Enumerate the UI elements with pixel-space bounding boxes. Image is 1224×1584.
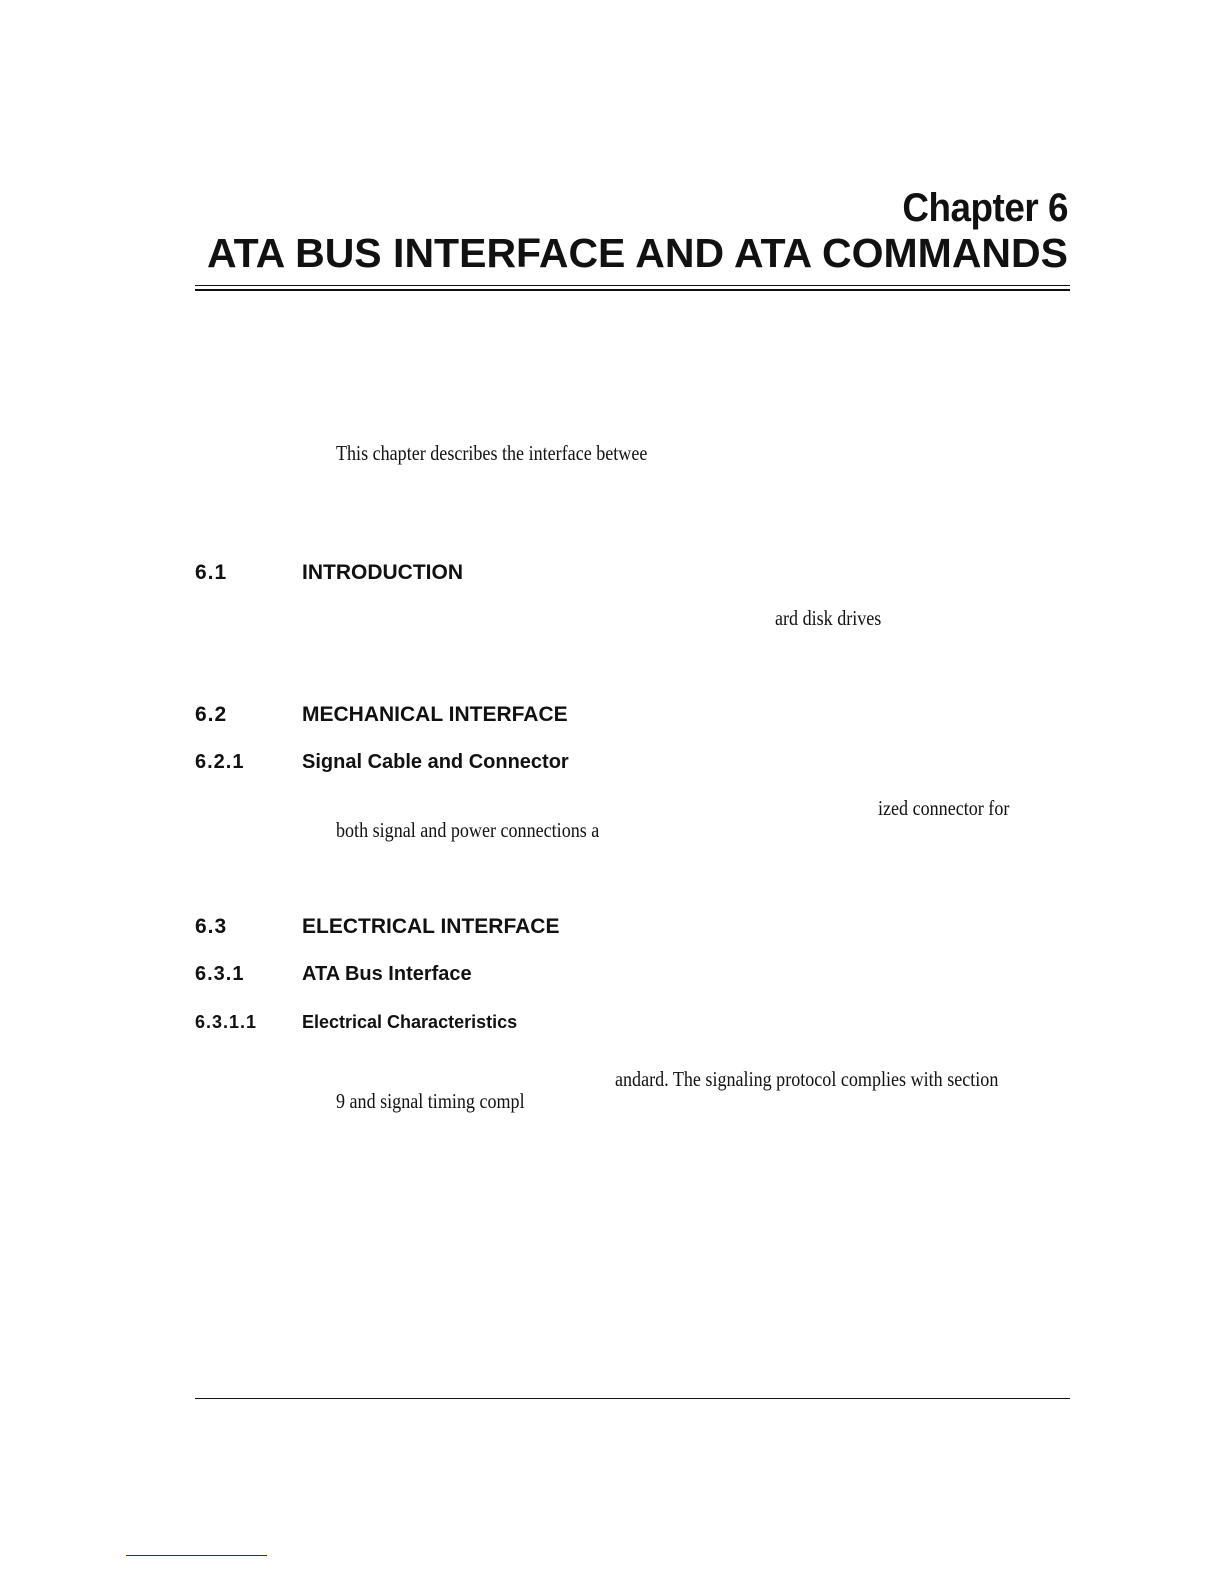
- section-6-2-title: MECHANICAL INTERFACE: [302, 703, 568, 726]
- section-6-1-title: INTRODUCTION: [302, 561, 463, 584]
- section-6-3-1-number: 6.3.1: [195, 963, 245, 985]
- section-6-3-1-1-text-line2: 9 and signal timing compl: [336, 1089, 525, 1113]
- title-rule-bottom: [195, 289, 1070, 291]
- section-6-3-title: ELECTRICAL INTERFACE: [302, 915, 560, 938]
- section-6-2-1-title: Signal Cable and Connector: [302, 751, 569, 773]
- chapter-number: Chapter 6: [902, 186, 1068, 230]
- section-6-3-number: 6.3: [195, 915, 228, 938]
- section-6-1-number: 6.1: [195, 561, 228, 584]
- section-6-3-1-1-number: 6.3.1.1: [195, 1012, 258, 1032]
- section-6-3-1-1-text-line1: andard. The signaling protocol complies with section: [615, 1067, 999, 1091]
- section-6-2-1-text-line1: ized connector for: [878, 796, 1010, 820]
- chapter-title: ATA BUS INTERFACE AND ATA COMMANDS: [207, 230, 1068, 276]
- section-6-2-number: 6.2: [195, 703, 228, 726]
- section-6-2-1-text-line2: both signal and power connections a: [336, 818, 600, 842]
- footer-rule: [195, 1398, 1070, 1399]
- section-6-2-1-number: 6.2.1: [195, 751, 245, 773]
- section-6-3-1-1-title: Electrical Characteristics: [302, 1012, 518, 1032]
- intro-paragraph: This chapter describes the interface betwee: [336, 441, 648, 465]
- title-rule-top: [195, 285, 1070, 286]
- footer-link-underline[interactable]: [126, 1555, 267, 1556]
- section-6-1-text: ard disk drives: [775, 606, 882, 630]
- section-6-3-1-title: ATA Bus Interface: [302, 963, 472, 985]
